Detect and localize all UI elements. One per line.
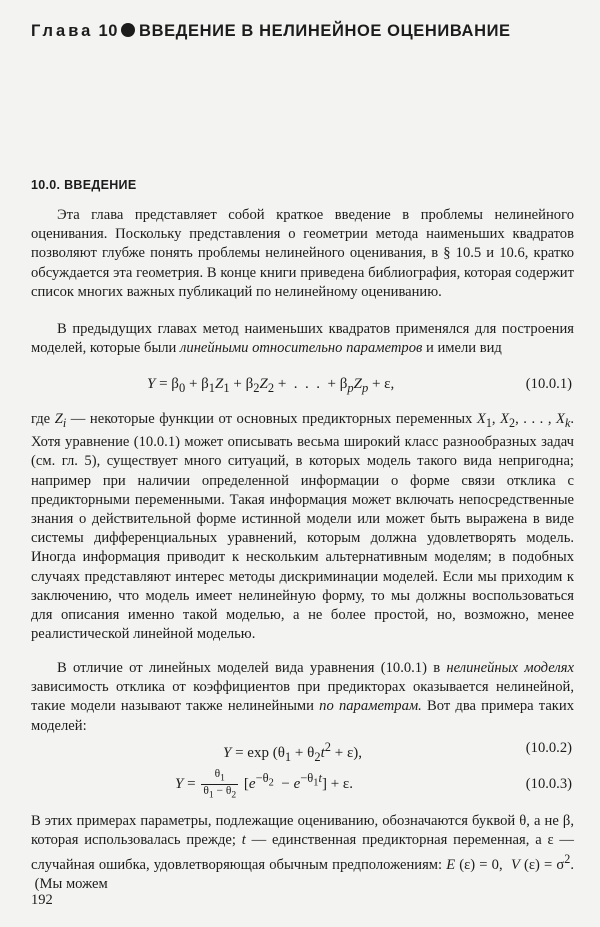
equation-number: (10.0.2) [525, 740, 572, 756]
paragraph-linear-models: В предыдущих главах метод наименьших квадратов применялся для построения моделей, которые были линейными относительно параметров и имели вид [31, 321, 574, 357]
equation-10-0-2: $Y = \exp (\theta_1 + \theta_2t^2 + \varepsilon)$, (10.0.2) [223, 740, 572, 764]
section-title: 10.0. ВВЕДЕНИЕ [31, 178, 137, 192]
page-number: 192 [31, 892, 53, 908]
emphasis-linear: линейными относительно параметров [180, 340, 423, 357]
equation-number: (10.0.3) [525, 776, 572, 792]
paragraph-nonlinear-motivation: где $Z_i$ — некоторые функции от основных предикторных переменных $X_1$, $X_2$, . . . , $X_k$. Хотя уравнение (10.0.1) может описывать весьма широкий класс разнообразных задач (см. гл. 5), существует много ситуаций, в которых модель такого вида непригодна; например при наличии определенной информации о форме связи отклика с предикторными переменными. Такая информация может включать непосредственные знания о действительной форме истинной модели или может быть выражена в виде системы дифференциальных уравнений, которым должна удовлетворять модель. Иногда информация приводит к нескольким альтернативным моделям; в подобных случаях представляют интерес методы дискриминации моделей. Если мы приходим к заключению, что модель имеет нелинейную форму, то мы должны воспользоваться для описания именно такой моделью, а не более простой, но, возможно, менее реалистической линейной моделью. [31, 411, 575, 643]
equation-10-0-3: Y = $\frac{\theta_1}{\theta_1 - \theta_2}$ $[e^{-\theta_2} - e^{-\theta_1t}] + \varepsilon$. (10.0.3) [175, 768, 572, 801]
chapter-number: 10 [98, 22, 119, 40]
equation-10-0-1: $Y = \beta_0 + \beta_1Z_1 + \beta_2Z_2$ + . . . + $\beta_pZ_p + \varepsilon$, (10.0.1) [147, 376, 572, 395]
paragraph-intro: Эта глава представляет собой краткое введение в проблемы нелинейного оценивания. Поскольку представления о геометрии метода наименьших квадратов позволяют глубже понять проблемы нелинейного оценивания, в § 10.5 и 10.6, кратко обсуждается эта геометрия. В конце книги приведена библиография, которая содержит список многих важных публикаций по нелинейному оцениванию. [31, 207, 574, 300]
equation-number: (10.0.1) [525, 376, 572, 392]
chapter-word: Глава [31, 22, 94, 40]
paragraph-parameters: В этих примерах параметры, подлежащие оцениванию, обозначаются буквой θ, а не β, которая использовалась прежде; t — единственная предикторная переменная, а ε — случайная ошибка, удовлетворяющая обычным предположениям: E (ε) = 0, V $(\varepsilon) = \sigma^2$. (Мы можем [31, 813, 574, 893]
chapter-header [31, 22, 591, 41]
chapter-title: ВВЕДЕНИЕ В НЕЛИНЕЙНОЕ ОЦЕНИВАНИЕ [139, 22, 511, 40]
paragraph-nonlinear-definition: В отличие от линейных моделей вида уравнения (10.0.1) в нелинейных моделях зависимость отклика от коэффициентов при предикторах оказывается нелинейной, такие модели называют также нелинейными по параметрам. Вот два примера таких моделей: [31, 660, 574, 734]
bullet-icon [121, 23, 135, 37]
